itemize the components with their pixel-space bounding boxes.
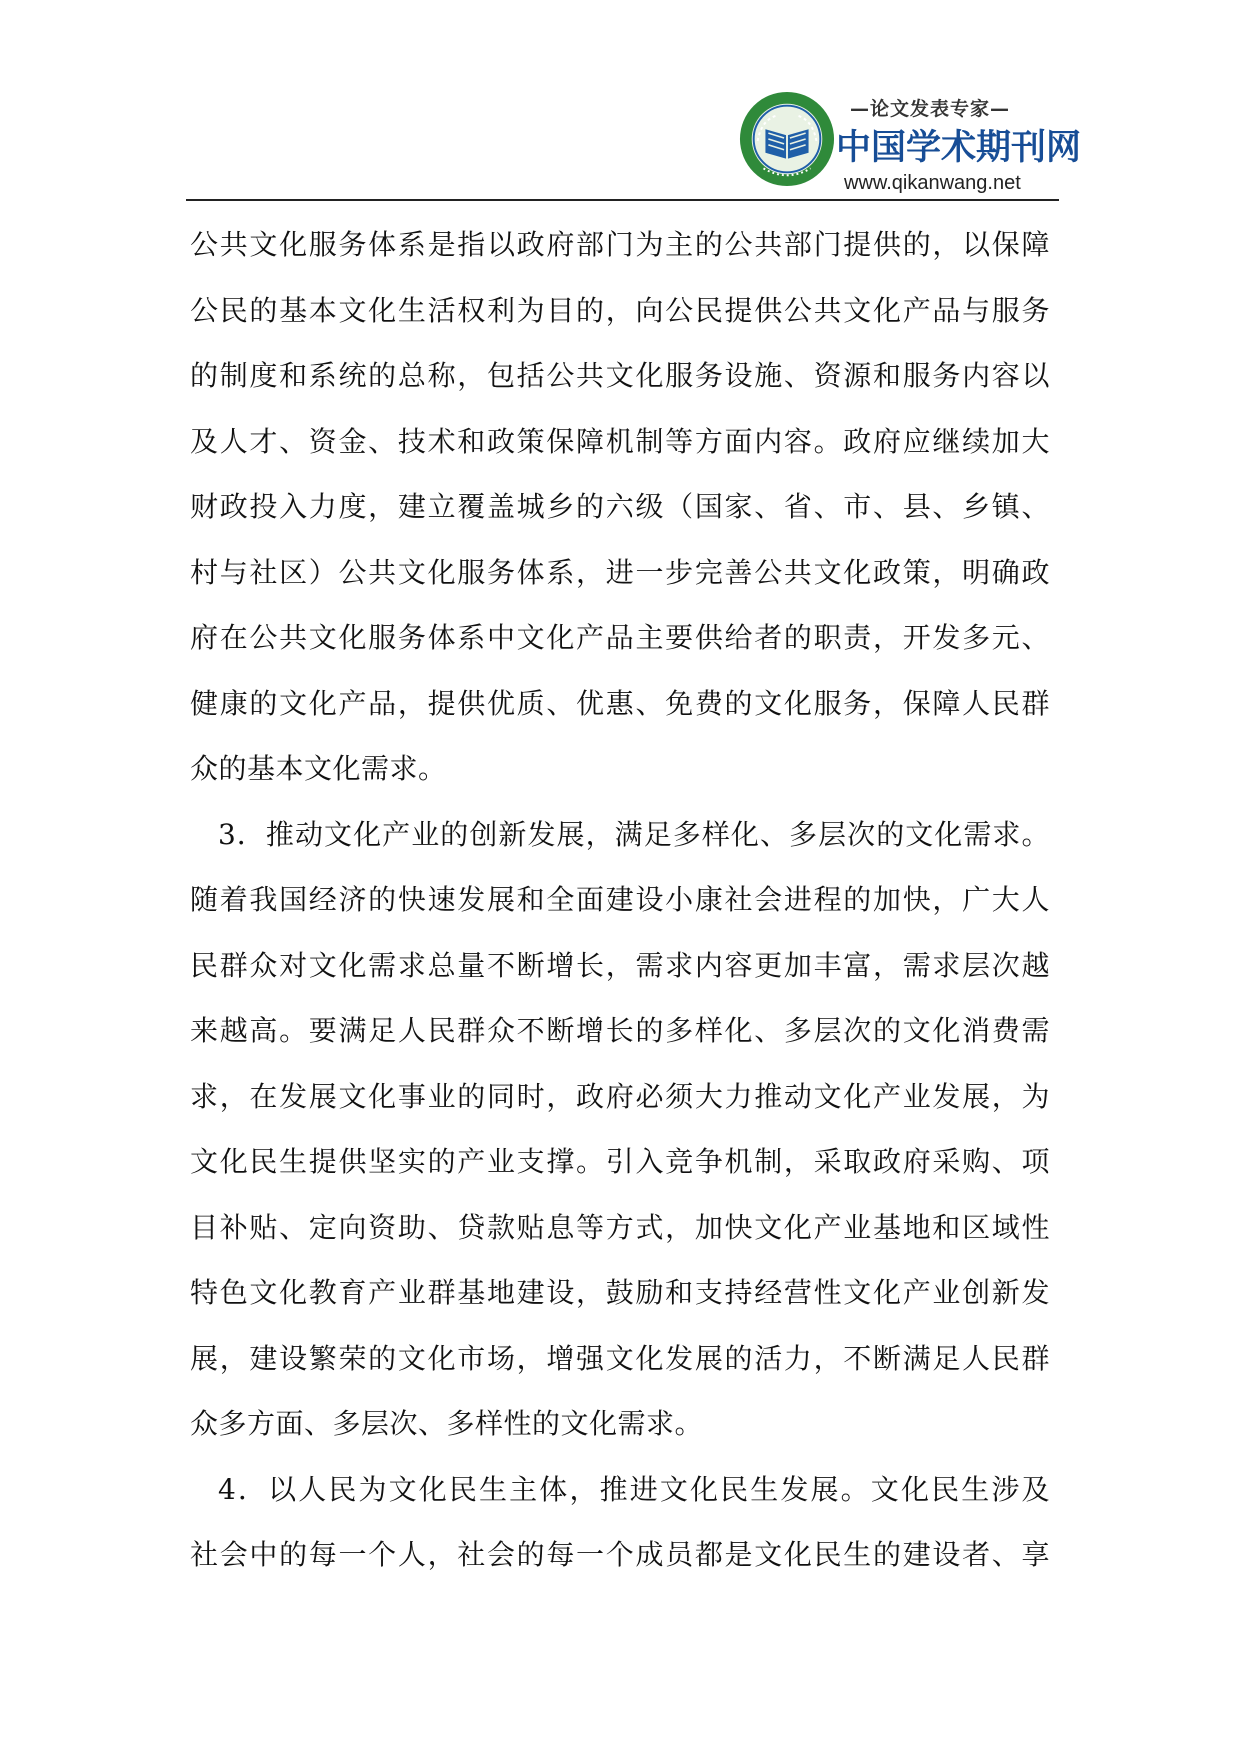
text-line: 目补贴、定向资助、贷款贴息等方式，加快文化产业基地和区域性	[190, 1210, 1050, 1244]
text-line: 随着我国经济的快速发展和全面建设小康社会进程的加快，广大人	[190, 883, 1050, 916]
text-line: 公共文化服务体系是指以政府部门为主的公共部门提供的，以保障	[190, 228, 1050, 261]
text-line-heading: 3．推动文化产业的创新发展，满足多样化、多层次的文化需求。	[218, 817, 1050, 851]
qikanwang-seal-icon	[738, 90, 836, 188]
text-line: 的制度和系统的总称，包括公共文化服务设施、资源和服务内容以	[190, 359, 1050, 392]
article-body	[190, 212, 1050, 1588]
text-line: 求，在发展文化事业的同时，政府必须大力推动文化产业发展，为	[190, 1079, 1050, 1113]
text-line: 众的基本文化需求。	[190, 752, 447, 785]
text-line: 民群众对文化需求总量不断增长，需求内容更加丰富，需求层次越	[190, 948, 1050, 982]
text-line: 村与社区）公共文化服务体系，进一步完善公共文化政策，明确政	[190, 555, 1050, 589]
text-line: 众多方面、多层次、多样性的文化需求。	[190, 1407, 704, 1440]
header-divider	[186, 199, 1059, 201]
text-line: 公民的基本文化生活权利为目的，向公民提供公共文化产品与服务	[190, 293, 1050, 327]
text-line: 及人才、资金、技术和政策保障机制等方面内容。政府应继续加大	[190, 424, 1050, 458]
header-logo	[738, 78, 1082, 198]
text-line: 来越高。要满足人民群众不断增长的多样化、多层次的文化消费需	[190, 1014, 1050, 1047]
text-line: 健康的文化产品，提供优质、优惠、免费的文化服务，保障人民群	[190, 686, 1050, 720]
text-line: 文化民生提供坚实的产业支撑。引入竞争机制，采取政府采购、项	[190, 1145, 1050, 1178]
text-line: 财政投入力度，建立覆盖城乡的六级（国家、省、市、县、乡镇、	[190, 490, 1050, 523]
text-line: 府在公共文化服务体系中文化产品主要供给者的职责，开发多元、	[190, 621, 1050, 654]
logo-tagline: —论文发表专家—	[850, 98, 1011, 120]
text-line: 社会中的每一个人，社会的每一个成员都是文化民生的建设者、享	[190, 1538, 1050, 1571]
logo-site-name: 中国学术期刊网	[836, 128, 1082, 168]
text-line: 特色文化教育产业群基地建设，鼓励和支持经营性文化产业创新发	[190, 1276, 1050, 1309]
text-line-heading: 4．以人民为文化民生主体，推进文化民生发展。文化民生涉及	[218, 1472, 1050, 1506]
logo-url: www.qikanwang.net	[844, 172, 1021, 194]
text-line: 展，建设繁荣的文化市场，增强文化发展的活力，不断满足人民群	[190, 1341, 1050, 1375]
